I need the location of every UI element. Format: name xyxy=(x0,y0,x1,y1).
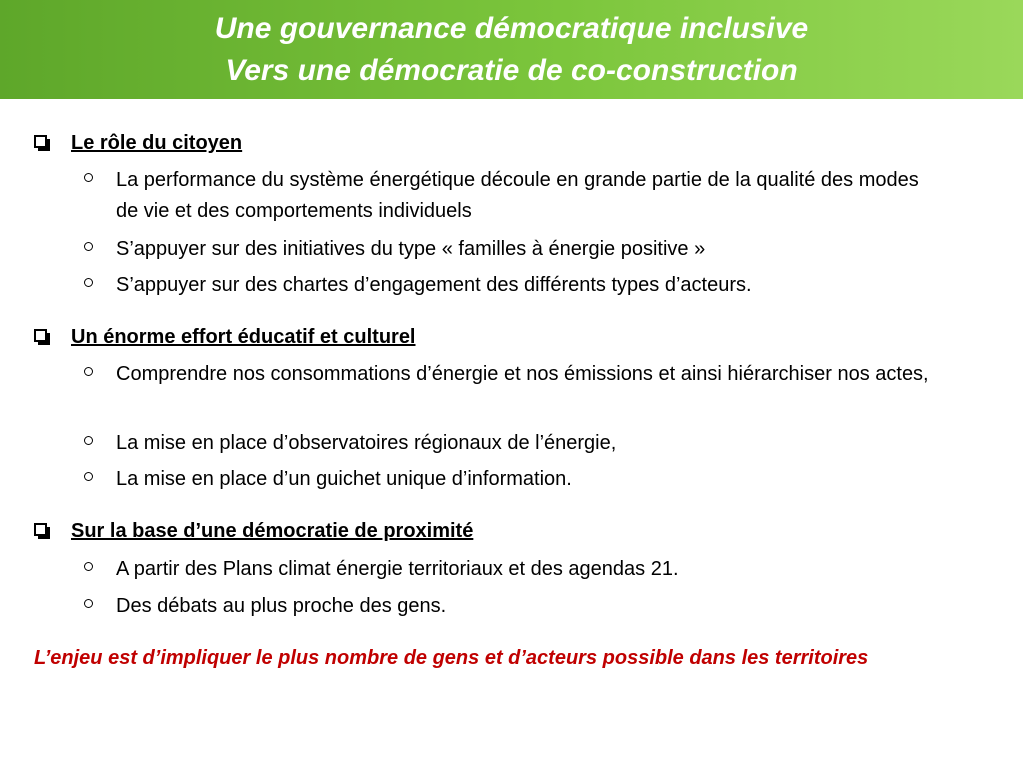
conclusion-note: L’enjeu est d’impliquer le plus nombre de gens et d’acteurs possible dans les territoires xyxy=(34,647,869,669)
list-item-text: Comprendre nos consommations d’énergie et nos émissions et ainsi hiérarchiser nos actes, xyxy=(116,363,929,385)
list-item-text: A partir des Plans climat énergie territoriaux et des agendas 21. xyxy=(116,558,679,580)
circle-bullet-icon xyxy=(84,472,93,481)
list-item-text: S’appuyer sur des initiatives du type « familles à énergie positive » xyxy=(116,238,706,260)
checkbox-bullet-icon xyxy=(34,135,47,148)
section-heading-text: Un énorme effort éducatif et culturel xyxy=(71,326,416,348)
circle-bullet-icon xyxy=(84,173,93,182)
circle-bullet-icon xyxy=(84,367,93,376)
list-item-text: La performance du système énergétique découle en grande partie de la qualité des modes de vie et des comportements individuels xyxy=(116,169,919,222)
slide-title-line-2: Vers une démocratie de co-construction xyxy=(225,54,798,87)
checkbox-bullet-icon xyxy=(34,329,47,342)
list-item-text: La mise en place d’un guichet unique d’information. xyxy=(116,468,572,490)
section-heading-text: Sur la base d’une démocratie de proximité xyxy=(71,520,474,542)
circle-bullet-icon xyxy=(84,242,93,251)
circle-bullet-icon xyxy=(84,436,93,445)
list-item-text: S’appuyer sur des chartes d’engagement des différents types d’acteurs. xyxy=(116,274,752,296)
circle-bullet-icon xyxy=(84,599,93,608)
checkbox-bullet-icon xyxy=(34,523,47,536)
circle-bullet-icon xyxy=(84,278,93,287)
slide-title-line-1: Une gouvernance démocratique inclusive xyxy=(214,12,809,45)
title-banner xyxy=(0,0,1023,99)
list-item-text: Des débats au plus proche des gens. xyxy=(116,595,447,617)
list-item-text: La mise en place d’observatoires régionaux de l’énergie, xyxy=(116,432,617,454)
circle-bullet-icon xyxy=(84,562,93,571)
section-heading-text: Le rôle du citoyen xyxy=(71,132,243,154)
